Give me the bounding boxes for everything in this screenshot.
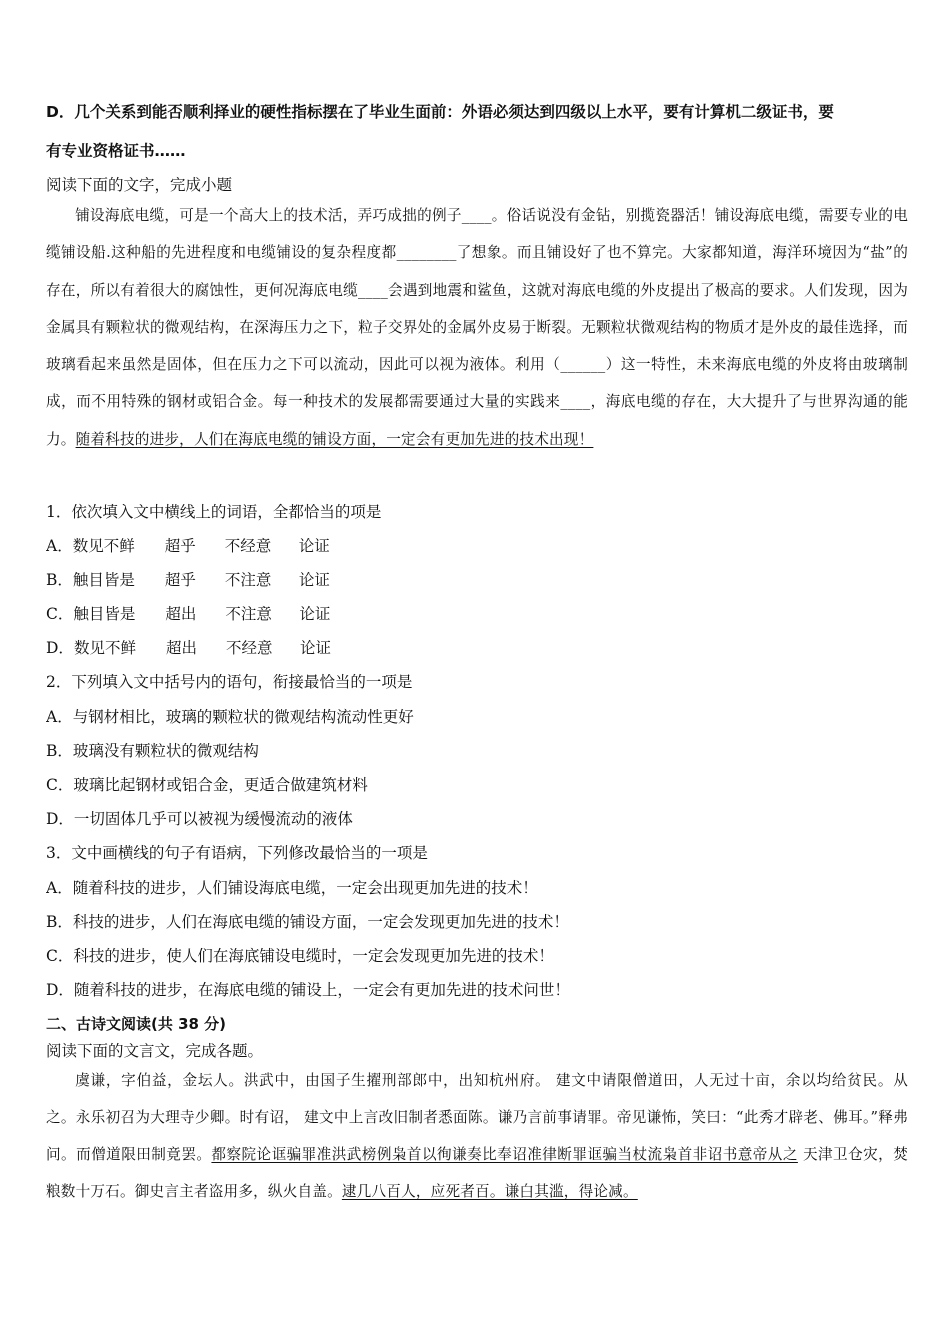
q3-option-a: A．随着科技的进步，人们铺设海底电缆，一定会出现更加先进的技术！ (46, 879, 538, 897)
intro-option-d-line2: 有专业资格证书…… (46, 142, 186, 160)
q1-option-d: D．数见不鲜 超出 不经意 论证 (46, 639, 331, 657)
q3-option-c: C．科技的进步，使人们在海底铺设电缆时，一定会发现更加先进的技术！ (46, 947, 554, 965)
q2-option-d: D．一切固体几乎可以被视为缓慢流动的液体 (46, 810, 353, 828)
q3-option-b: B．科技的进步，人们在海底电缆的铺设方面，一定会发现更加先进的技术！ (46, 913, 569, 931)
classical-underlined-1: 都察院论诓骗罪准洪武榜例枭首以徇谦奏比奉诏准律断罪诓骗当杖流枭首非诏书意帝从之 (211, 1146, 798, 1163)
q3-option-d: D．随着科技的进步，在海底电缆的铺设上，一定会有更加先进的技术问世！ (46, 981, 570, 999)
q2-option-b: B．玻璃没有颗粒状的微观结构 (46, 742, 259, 760)
q2-stem: 2．下列填入文中括号内的语句，衔接最恰当的一项是 (46, 673, 413, 691)
q1-stem: 1．依次填入文中横线上的词语，全都恰当的项是 (46, 503, 382, 521)
q1-option-a: A．数见不鲜 超乎 不经意 论证 (46, 537, 330, 555)
classical-text-2: 天津卫仓灾，焚粮数十万石。御史言主者盗用多，纵火自盖。 (46, 1146, 908, 1200)
reading1-passage (46, 197, 908, 458)
reading1-instruction: 阅读下面的文字，完成小题 (46, 176, 233, 194)
classical-passage (46, 1062, 908, 1210)
classical-text-1: 虞谦，字伯益，金坛人。洪武中，由国子生擢刑部郎中，出知杭州府。 建文中请限僧道田，人无过十亩，余以均给贫民。从之。永乐初召为大理寺少卿。时有诏， 建文中上言改旧制者悉面陈。谦乃言前事请罪。帝见谦怖，笑曰：“此秀才辟老、佛耳。”释弗问。而僧道限田制竟罢。 (46, 1072, 908, 1163)
section2-instruction: 阅读下面的文言文，完成各题。 (46, 1042, 264, 1060)
q3-stem: 3．文中画横线的句子有语病，下列修改最恰当的一项是 (46, 844, 428, 862)
underlined-sentence: 随着科技的进步，人们在海底电缆的铺设方面，一定会有更加先进的技术出现！ (75, 430, 594, 448)
q1-option-c: C．触目皆是 超出 不注意 论证 (46, 605, 331, 623)
classical-underlined-2: 逮几八百人，应死者百。谦白其滥，得论减。 (341, 1183, 638, 1200)
passage-text: 铺设海底电缆，可是一个高大上的技术活，弄巧成拙的例子____。俗话说没有金钻，别揽瓷器活！铺设海底电缆，需要专业的电缆铺设船.这种船的先进程度和电缆铺设的复杂程度都________了想象。而且铺设好了也不算完。大家都知道，海洋环境因为“盐”的存在，所以有着很大的腐蚀性，更何况海底电缆____会遇到地震和鲨鱼，这就对海底电缆的外皮提出了极高的要求。人们发现，因为金属具有颗粒状的微观结构，在深海压力之下，粒子交界处的金属外皮易于断裂。无颗粒状微观结构的物质才是外皮的最佳选择，而玻璃看起来虽然是固体，但在压力之下可以流动，因此可以视为液体。利用（______）这一特性，未来海底电缆的外皮将由玻璃制成，而不用特殊的钢材或铝合金。每一种技术的发展都需要通过大量的实践来____，海底电缆的存在，大大提升了与世界沟通的能力。 (46, 207, 908, 448)
section2-title: 二、古诗文阅读(共 38 分) (46, 1015, 227, 1033)
q1-option-b: B．触目皆是 超乎 不注意 论证 (46, 571, 330, 589)
q2-option-a: A．与钢材相比，玻璃的颗粒状的微观结构流动性更好 (46, 708, 414, 726)
q2-option-c: C．玻璃比起钢材或铝合金，更适合做建筑材料 (46, 776, 368, 794)
intro-option-d-line1: D．几个关系到能否顺利择业的硬性指标摆在了毕业生面前：外语必须达到四级以上水平，要有计算机二级证书，要 (46, 103, 834, 121)
